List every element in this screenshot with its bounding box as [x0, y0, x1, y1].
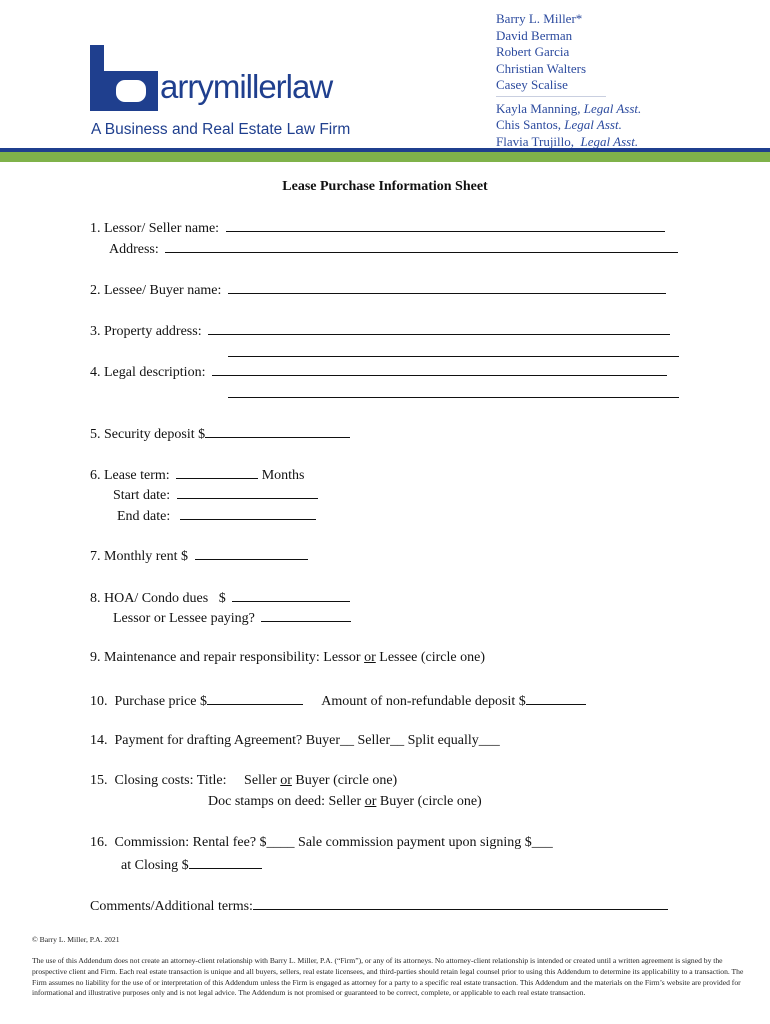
staff-divider [496, 96, 606, 97]
logo-wordmark: arrymillerlaw [160, 68, 333, 105]
security-deposit-field[interactable] [205, 424, 350, 438]
comments-field[interactable] [253, 896, 668, 910]
hoa-dues-row: 8. HOA/ Condo dues $ [90, 588, 350, 608]
disclaimer-text: The use of this Addendum does not create an attorney-client relationship with Barry L. Miller, P.A. (“Firm”), or any of its attorneys. No attorney-client relationship is intended or created until a written agreement is signed by the prospective client and Firm. Each real estate transaction is unique and all buyers, sellers, real estate licensees, and third-parties should retain legal counsel prior to using this Addendum to determine its applicability to a transaction. The Firm assumes no liability for the use of or interpretation of this Addendum unless the Firm is engaged as attorney for a party to a specific real estate transaction. This Addendum and the materials on the Firm’s website are provided for informational and illustrative purposes only and is not legal advice. The Addendum is not promised or guaranteed to be correct, complete, or applicable to each real estate transaction. [32, 956, 744, 998]
purchase-price-row: 10. Purchase price $ Amount of non-refundable deposit $ [90, 691, 586, 711]
assistant-entry: Kayla Manning, Legal Asst. [496, 100, 642, 116]
hoa-paying-field[interactable] [261, 608, 351, 622]
start-date-field[interactable] [177, 485, 318, 499]
property-address-field[interactable] [208, 321, 670, 335]
logo-tagline: A Business and Real Estate Law Firm [91, 121, 351, 138]
legal-description-field[interactable] [212, 362, 667, 376]
lessee-name-row: 2. Lessee/ Buyer name: [90, 280, 666, 300]
commission-row: 16. Commission: Rental fee? $____ Sale commission payment upon signing $___ [90, 835, 553, 850]
copyright-notice: © Barry L. Miller, P.A. 2021 [32, 935, 120, 944]
lessor-address-row: Address: [109, 239, 678, 259]
hoa-dues-field[interactable] [232, 588, 350, 602]
attorney-name: David Berman [496, 27, 573, 43]
lessor-address-field[interactable] [165, 239, 678, 253]
attorney-name: Casey Scalise [496, 77, 568, 92]
lessor-name-row: 1. Lessor/ Seller name: [90, 218, 665, 238]
attorney-name: Christian Walters [496, 60, 587, 76]
end-date-row: End date: [117, 506, 316, 526]
page-title: Lease Purchase Information Sheet [282, 179, 488, 194]
legal-description-field-2[interactable] [228, 384, 679, 398]
attorney-name: Robert Garcia [496, 44, 570, 59]
closing-commission-field[interactable] [189, 855, 262, 869]
lease-term-row: 6. Lease term: Months [90, 465, 304, 485]
staff-list [496, 11, 641, 150]
hoa-paying-row: Lessor or Lessee paying? [113, 608, 351, 628]
property-address-field-2[interactable] [228, 343, 679, 357]
deposit-amount-field[interactable] [526, 691, 586, 705]
start-date-row: Start date: [113, 485, 318, 505]
purchase-price-field[interactable] [207, 691, 303, 705]
header-band-green [0, 152, 770, 162]
closing-costs-row: 15. Closing costs: Title: Seller or Buyer (circle one) [90, 773, 398, 788]
lessor-name-field[interactable] [226, 218, 665, 232]
drafting-payment-row: 14. Payment for drafting Agreement? Buyer__ Seller__ Split equally___ [90, 733, 500, 748]
lessee-name-field[interactable] [228, 280, 666, 294]
legal-description-row: 4. Legal description: [90, 362, 667, 382]
attorney-name: Barry L. Miller* [496, 11, 583, 26]
closing-commission-row: at Closing $ [121, 855, 262, 875]
property-address-row: 3. Property address: [90, 321, 670, 341]
end-date-field[interactable] [180, 506, 316, 520]
assistant-entry: Flavia Trujillo, Legal Asst. [496, 133, 639, 149]
security-deposit-row: 5. Security deposit $ [90, 424, 350, 444]
assistant-entry: Chis Santos, Legal Asst. [496, 117, 622, 132]
comments-row: Comments/Additional terms: [90, 896, 668, 916]
maintenance-row: 9. Maintenance and repair responsibility: Lessor or Lessee (circle one) [90, 650, 485, 665]
firm-logo-icon [90, 45, 158, 111]
monthly-rent-field[interactable] [195, 546, 308, 560]
doc-stamps-row: Doc stamps on deed: Seller or Buyer (circle one) [208, 794, 482, 809]
monthly-rent-row: 7. Monthly rent $ [90, 546, 308, 566]
lease-term-field[interactable] [176, 465, 258, 479]
